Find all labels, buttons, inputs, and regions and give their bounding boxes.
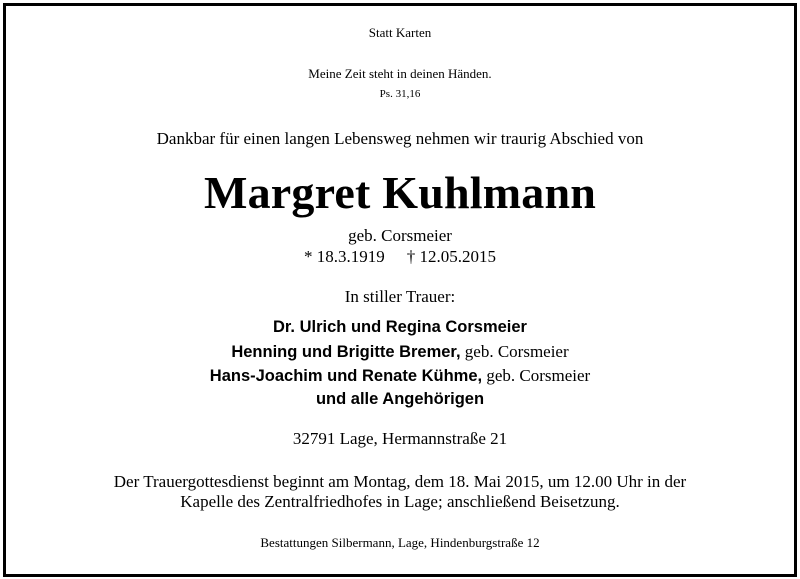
mourner-names: Hans-Joachim und Renate Kühme,	[209, 367, 483, 385]
mourner-names: Dr. Ulrich und Regina Corsmeier	[273, 318, 527, 336]
mourners-heading: In stiller Trauer:	[344, 287, 456, 306]
service-info-line-2: Kapelle des Zentralfriedhofes in Lage; anschließend Beisetzung.	[180, 492, 620, 511]
mourner-birth-name: geb. Corsmeier	[460, 342, 569, 361]
service-info-line-1: Der Trauergottesdienst beginnt am Montag, dem 18. Mai 2015, um 12.00 Uhr in der	[113, 472, 687, 491]
mourner-birth-name: geb. Corsmeier	[482, 366, 591, 385]
intro-text: Dankbar für einen langen Lebensweg nehmen wir traurig Abschied von	[156, 129, 644, 148]
bible-verse: Meine Zeit steht in deinen Händen.	[308, 66, 492, 81]
statt-karten-label: Statt Karten	[368, 25, 432, 40]
life-dates	[0, 247, 800, 267]
birth-name: geb. Corsmeier	[348, 226, 452, 245]
mourner-line	[0, 390, 800, 409]
mourner-names: Henning und Brigitte Bremer,	[231, 343, 461, 361]
mourner-line	[0, 366, 800, 386]
funeral-home: Bestattungen Silbermann, Lage, Hindenburgstraße 12	[260, 535, 540, 550]
birth-date: * 18.3.1919	[304, 247, 385, 266]
mourner-names: und alle Angehörigen	[315, 390, 485, 408]
mourners-address: 32791 Lage, Hermannstraße 21	[292, 429, 508, 448]
deceased-name: Margret Kuhlmann	[203, 167, 597, 218]
mourner-line	[0, 342, 800, 362]
bible-verse-reference: Ps. 31,16	[379, 88, 421, 100]
mourner-line	[0, 318, 800, 337]
death-date: † 12.05.2015	[406, 247, 496, 266]
